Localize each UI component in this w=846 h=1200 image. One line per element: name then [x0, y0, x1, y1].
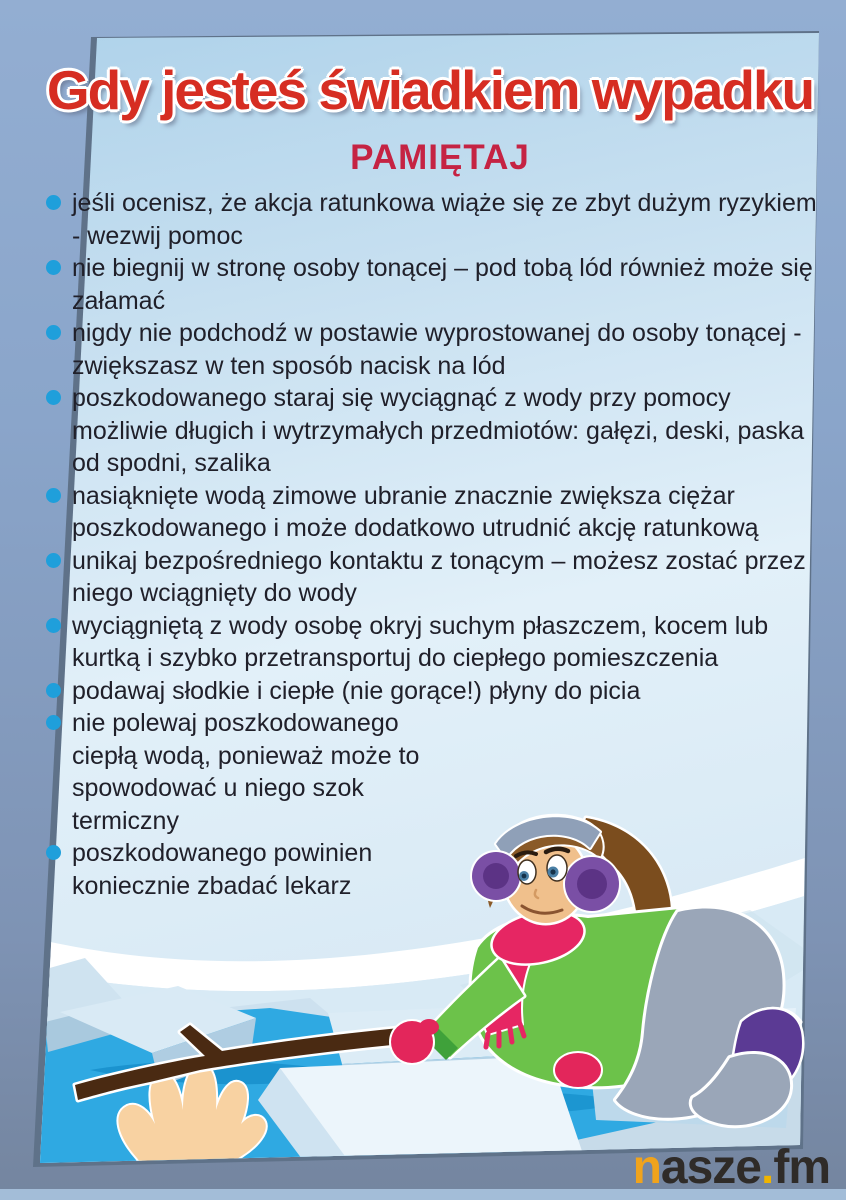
nasze-fm-logo	[633, 1140, 830, 1195]
list-item	[46, 252, 824, 317]
list-item-text: nie polewaj poszkodowanego ciepłą wodą, ponieważ może to spowodować u niego szok termiczny	[72, 709, 420, 835]
bullet-dot-icon	[46, 845, 61, 860]
bullet-dot-icon	[46, 683, 61, 698]
bullet-dot-icon	[46, 553, 61, 568]
list-item	[46, 317, 824, 382]
logo-mid: asze	[660, 1141, 761, 1194]
poster-title: Gdy jesteś świadkiem wypadku	[46, 59, 814, 121]
list-item	[46, 187, 824, 252]
list-item-text: jeśli ocenisz, że akcja ratunkowa wiąże się ze zbyt dużym ryzykiem - wezwij pomoc	[72, 189, 817, 250]
bullet-dot-icon	[46, 195, 61, 210]
list-item-text: poszkodowanego powinien koniecznie zbadać lekarz	[72, 839, 373, 900]
logo-accent-letter: n	[632, 1141, 661, 1194]
list-item-text: wyciągniętą z wody osobę okryj suchym płaszczem, kocem lub kurtką i szybko przetransportuj do ciepłego pomieszczenia	[72, 611, 769, 672]
bullet-dot-icon	[46, 390, 61, 405]
list-item	[46, 480, 824, 545]
bullet-dot-icon	[46, 488, 61, 503]
list-item-text: unikaj bezpośredniego kontaktu z tonącym – możesz zostać przez niego wciągnięty do wody	[72, 546, 806, 607]
bullet-dot-icon	[46, 715, 61, 730]
list-item	[46, 382, 824, 480]
logo-dot: .	[760, 1141, 774, 1194]
list-item	[46, 610, 824, 675]
bullet-dot-icon	[46, 618, 61, 633]
logo-tail: fm	[773, 1141, 830, 1194]
mitten	[555, 1053, 601, 1087]
poster-subtitle: PAMIĘTAJ	[350, 138, 530, 177]
list-item	[46, 707, 824, 837]
list-item-text: nie biegnij w stronę osoby tonącej – pod tobą lód również może się załamać	[72, 254, 813, 315]
bullet-dot-icon	[46, 260, 61, 275]
list-item	[46, 675, 824, 708]
bullet-dot-icon	[46, 325, 61, 340]
list-item	[46, 837, 824, 902]
list-item-text: podawaj słodkie i ciepłe (nie gorące!) płyny do picia	[72, 676, 641, 705]
list-item	[46, 545, 824, 610]
list-item-text: poszkodowanego staraj się wyciągnąć z wody przy pomocy możliwie długich i wytrzymałych przedmiotów: gałęzi, deski, paska od spodni, szalika	[72, 384, 805, 477]
safety-list	[46, 187, 824, 902]
list-item-text: nasiąknięte wodą zimowe ubranie znacznie zwiększa ciężar poszkodowanego i może dodatkowo utrudnić akcję ratunkową	[72, 481, 759, 542]
list-item-text: nigdy nie podchodź w postawie wyprostowanej do osoby tonącej - zwiększasz w ten sposób nacisk na lód	[72, 319, 802, 380]
